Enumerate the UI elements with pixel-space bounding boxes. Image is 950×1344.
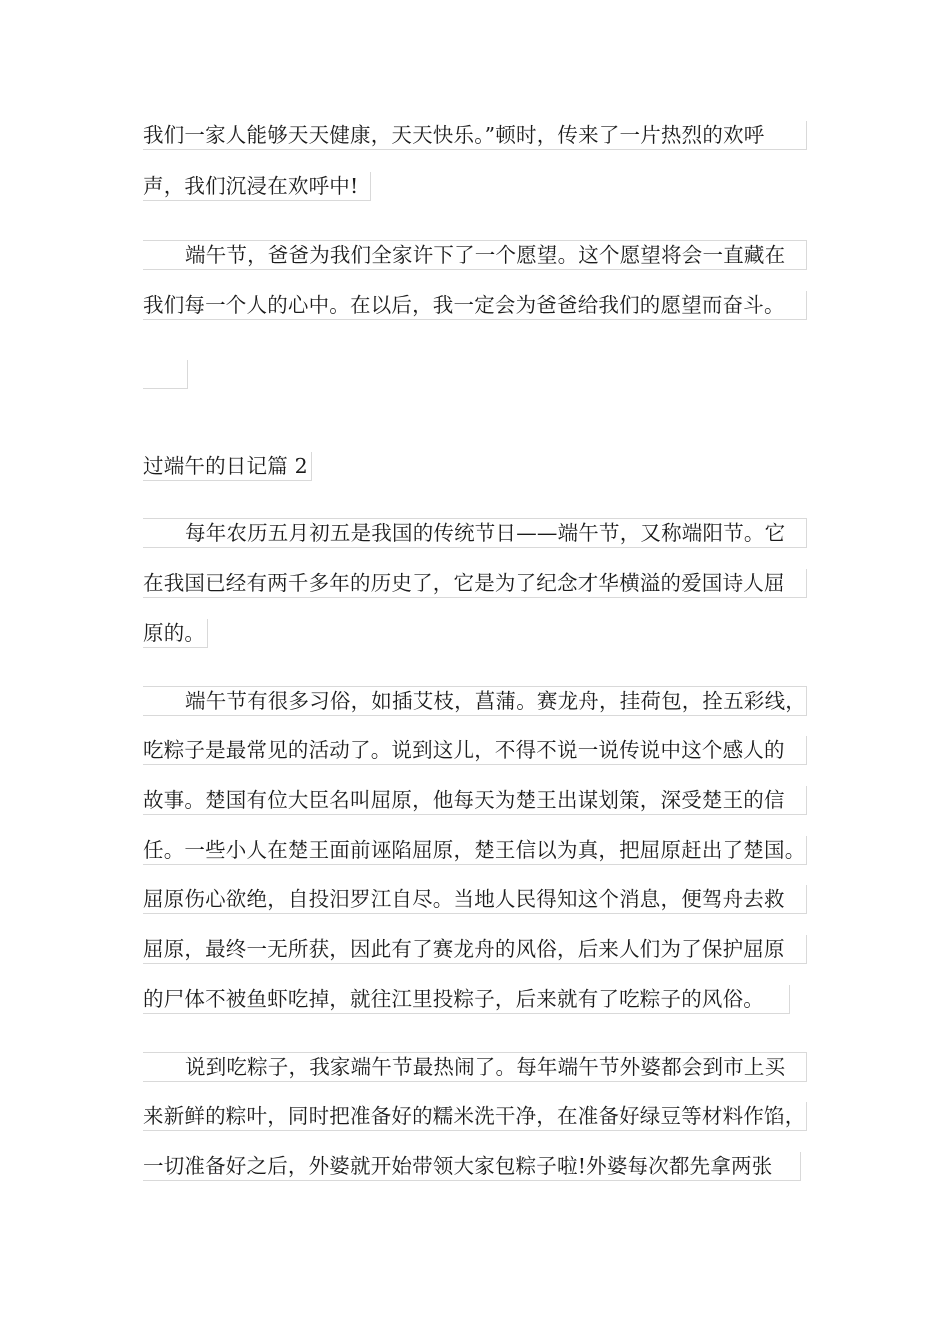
paragraph-line: 一切准备好之后，外婆就开始带领大家包粽子啦!外婆每次都先拿两张 xyxy=(143,1152,801,1181)
paragraph-line: 屈原伤心欲绝，自投汨罗江自尽。当地人民得知这个消息，便驾舟去救 xyxy=(143,885,807,914)
paragraph-line: 端午节有很多习俗，如插艾枝，菖蒲。赛龙舟，挂荷包，拴五彩线， xyxy=(143,686,807,716)
paragraph-line: 故事。楚国有位大臣名叫屈原，他每天为楚王出谋划策，深受楚王的信 xyxy=(143,786,807,815)
paragraph-line: 端午节，爸爸为我们全家许下了一个愿望。这个愿望将会一直藏在 xyxy=(143,240,807,270)
paragraph-line: 每年农历五月初五是我国的传统节日——端午节，又称端阳节。它 xyxy=(143,518,807,548)
section-title: 过端午的日记篇 2 xyxy=(143,452,312,481)
paragraph-line: 来新鲜的粽叶，同时把准备好的糯米洗干净，在准备好绿豆等材料作馅， xyxy=(143,1102,807,1131)
paragraph-line: 说到吃粽子，我家端午节最热闹了。每年端午节外婆都会到市上买 xyxy=(143,1052,807,1082)
paragraph-line: 吃粽子是最常见的活动了。说到这儿，不得不说一说传说中这个感人的 xyxy=(143,736,807,765)
paragraph-line: 我们每一个人的心中。在以后，我一定会为爸爸给我们的愿望而奋斗。 xyxy=(143,291,807,320)
paragraph-line: 在我国已经有两千多年的历史了，它是为了纪念才华横溢的爱国诗人屈 xyxy=(143,569,807,598)
empty-paragraph xyxy=(143,360,188,389)
paragraph-line: 任。一些小人在楚王面前诬陷屈原，楚王信以为真，把屈原赶出了楚国。 xyxy=(143,836,807,865)
paragraph-line: 原的。 xyxy=(143,619,208,648)
paragraph-line: 屈原，最终一无所获，因此有了赛龙舟的风俗，后来人们为了保护屈原 xyxy=(143,935,807,964)
paragraph-line: 的尸体不被鱼虾吃掉，就往江里投粽子，后来就有了吃粽子的风俗。 xyxy=(143,985,790,1014)
paragraph-line: 我们一家人能够天天健康，天天快乐。”顿时，传来了一片热烈的欢呼 xyxy=(143,121,807,150)
paragraph-line: 声，我们沉浸在欢呼中! xyxy=(143,172,371,201)
